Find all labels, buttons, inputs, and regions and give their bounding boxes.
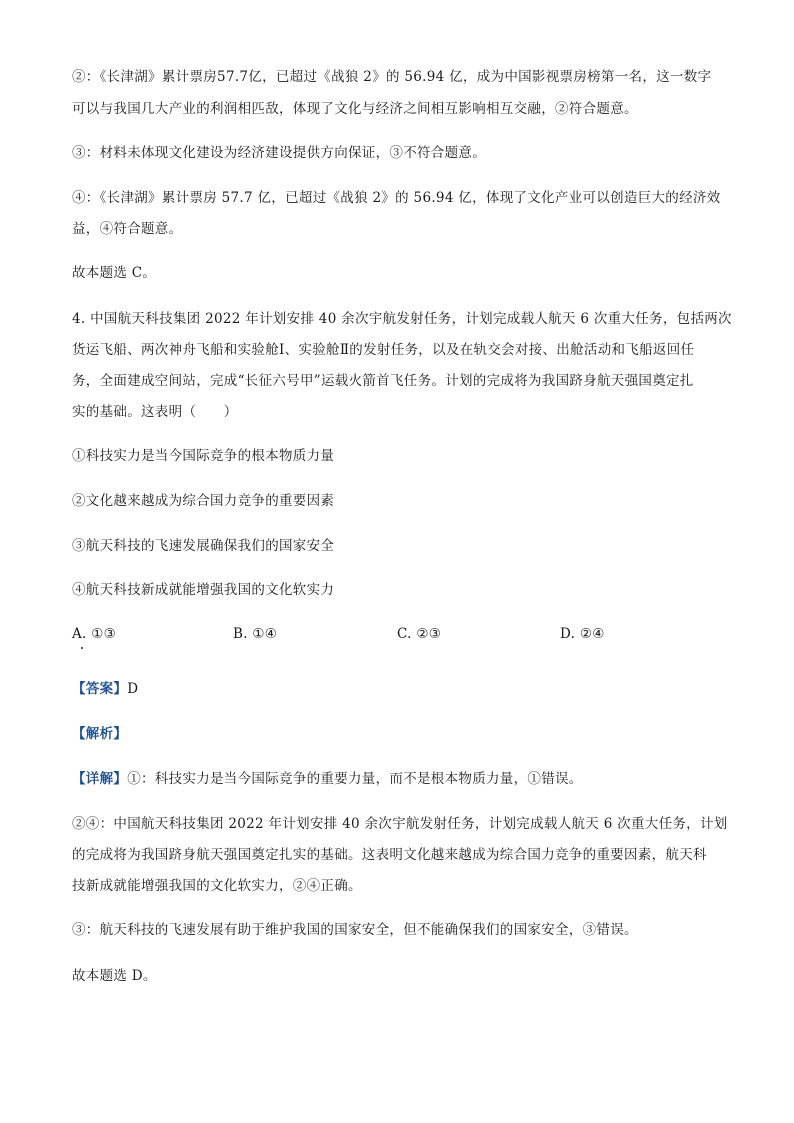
answer-label: 【答案】 (72, 681, 128, 697)
statement-3: ③航天科技的飞速发展确保我们的国家安全 (72, 538, 335, 554)
previous-conclusion: 故本题选 C。 (72, 265, 157, 281)
question-stem-line-2: 货运飞船、两次神舟飞船和实验舱Ⅰ、实验舱Ⅱ的发射任务，以及在轨交会对接、出舱活动和飞船返回任 (72, 342, 695, 358)
option-d: D. ②④ (560, 626, 605, 642)
answer-line (72, 680, 732, 698)
analysis-24-line-2: 的完成将为我国跻身航天强国奠定扎实的基础。这表明文化越来越成为综合国力竞争的重要因素，航天科 (72, 847, 707, 863)
detail-label: 【详解】 (72, 771, 128, 787)
question-stem-line-1: 4. 中国航天科技集团 2022 年计划安排 40 余次宇航发射任务，计划完成载人航天 6 次重大任务，包括两次 (72, 311, 732, 327)
analysis-item-2-line-2: 可以与我国几大产业的利润相匹敌，体现了文化与经济之间相互影响相互交融，②符合题意。 (72, 101, 638, 117)
statement-1: ①科技实力是当今国际竞争的根本物质力量 (72, 448, 335, 464)
statement-2: ②文化越来越成为综合国力竞争的重要因素 (72, 493, 335, 509)
question-stem-line-3: 务，全面建成空间站，完成“长征六号甲”运载火箭首飞任务。计划的完成将为我国跻身航天强国奠定扎 (72, 373, 694, 389)
analysis-item-3: ③：材料未体现文化建设为经济建设提供方向保证，③不符合题意。 (72, 145, 486, 161)
detail-text: ①：科技实力是当今国际竞争的重要力量，而不是根本物质力量，①错误。 (127, 771, 583, 787)
analysis-item-2-line-1: ②：《长津湖》累计票房57.7亿，已超过《战狼 2》的 56.94 亿，成为中国影视票房榜第一名，这一数字 (72, 69, 712, 85)
analysis-item-4-line-1: ④：《长津湖》累计票房 57.7 亿，已超过《战狼 2》的 56.94 亿，体现了文化产业可以创造巨大的经济效 (72, 190, 721, 206)
final-conclusion: 故本题选 D。 (72, 968, 157, 984)
analysis-label: 【解析】 (72, 726, 128, 742)
analysis-item-4-line-2: 益，④符合题意。 (72, 221, 183, 237)
analysis-heading (72, 725, 732, 743)
analysis-3-line: ③：航天科技的飞速发展有助于维护我国的国家安全，但不能确保我们的国家安全，③错误。 (72, 922, 638, 938)
analysis-24-line-1: ②④：中国航天科技集团 2022 年计划安排 40 余次宇航发射任务，计划完成载人航天 6 次重大任务，计划 (72, 816, 728, 832)
statement-4: ④航天科技新成就能增强我国的文化软实力 (72, 582, 335, 598)
option-b: B. ①④ (233, 626, 278, 642)
analysis-24-line-3: 技新成就能增强我国的文化软实力，②④正确。 (72, 878, 362, 894)
option-a: A. ①③ (72, 626, 117, 642)
answer-value: D (127, 681, 139, 697)
question-stem-line-4: 实的基础。这表明（ ） (72, 404, 238, 420)
detail-line (72, 770, 732, 788)
stray-dot (81, 647, 83, 649)
option-c: C. ②③ (397, 626, 442, 642)
